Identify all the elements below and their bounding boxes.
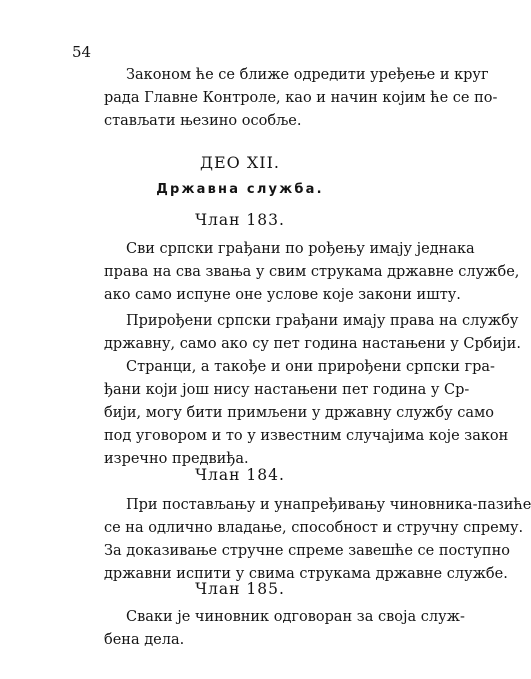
text-line: ђани који још нису настањени пет година у Ср- (104, 382, 470, 398)
text-line: Странци, а такође и они прирођени српски гра- (126, 359, 495, 375)
article-title: Члан 185. (195, 580, 285, 598)
text-line: При постављању и унапређивању чиновника-пазиће (126, 497, 531, 513)
text-line: под уговором и то у известним случајима које закон (104, 428, 509, 444)
article-paragraph (104, 238, 520, 307)
text-line: права на сва звања у свим струкама државне службе, (104, 264, 520, 280)
intro-paragraph (104, 64, 498, 133)
text-line: Сви српски грађани по рођењу имају једнака (126, 241, 475, 257)
section-title: Државна служба. (156, 182, 324, 197)
text-line: Прирођени српски грађани имају права на службу (126, 313, 519, 329)
text-line: се на одлично владање, способност и стручну спрему. (104, 520, 524, 536)
text-line: За доказивање стручне спреме завешће се поступно (104, 543, 510, 559)
article-paragraph (104, 356, 509, 471)
text-line: стављати њезино особље. (104, 113, 302, 129)
text-line: бена дела. (104, 632, 185, 648)
text-line: Сваки је чиновник одговоран за своја служ- (126, 609, 465, 625)
text-line: државни испити у свима струкама државне службе. (104, 566, 508, 582)
text-line: Законом ће се ближе одредити уређење и круг (126, 67, 489, 83)
article-title: Члан 184. (195, 466, 285, 484)
text-line: ако само испуне оне услове које закони ишту. (104, 287, 461, 303)
text-line: бији, могу бити примљени у државну службу само (104, 405, 494, 421)
article-paragraph (104, 310, 521, 356)
part-title: ДЕО XII. (199, 153, 280, 172)
article-paragraph (104, 606, 465, 652)
page-number: 54 (72, 43, 92, 61)
text-line: државну, само ако су пет година настањени у Србији. (104, 336, 521, 352)
article-paragraph (104, 494, 531, 586)
article-title: Члан 183. (195, 211, 285, 229)
text-line: изречно предвиђа. (104, 451, 249, 467)
text-line: рада Главне Контроле, као и начин којим ће се по- (104, 90, 498, 106)
